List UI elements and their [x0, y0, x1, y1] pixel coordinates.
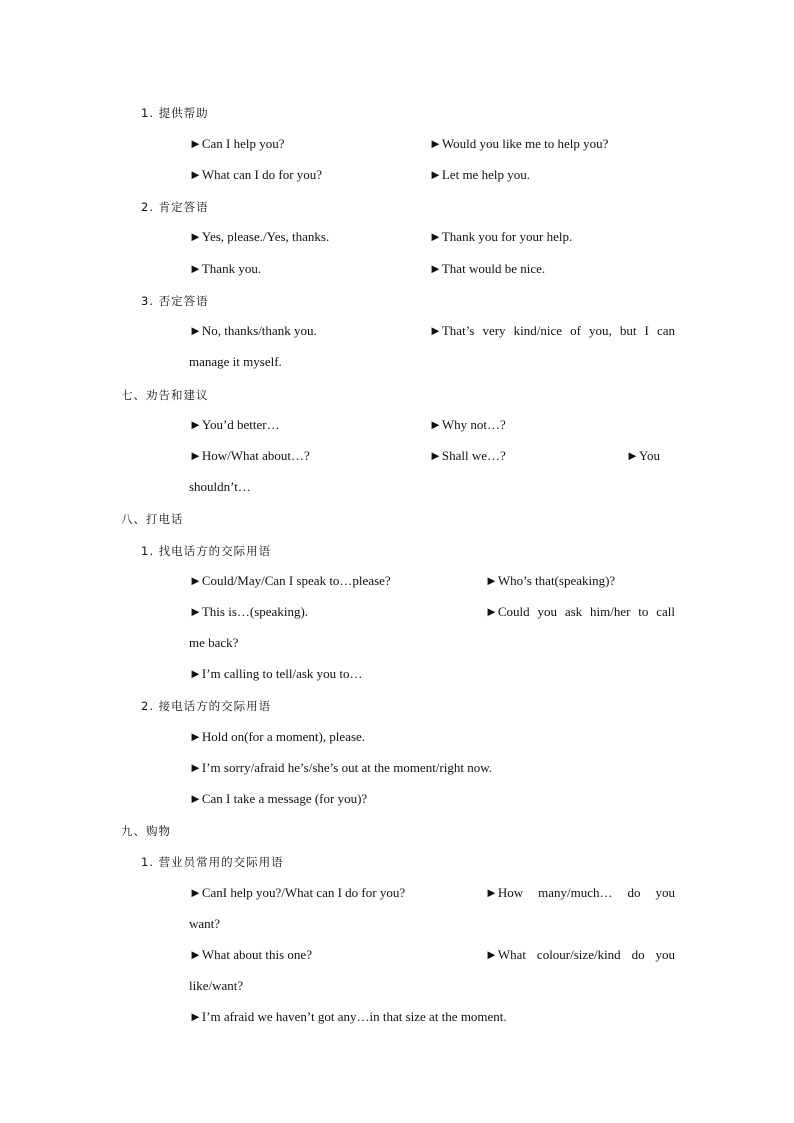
phrase-call-me-back: ►Could you ask him/her to call: [485, 604, 675, 619]
phrase-yes-please: ►Yes, please./Yes, thanks.: [189, 229, 330, 244]
heading-caller-phrases: 1. 找电话方的交际用语: [141, 544, 272, 558]
phrase-you-shouldnt-cont: shouldn’t…: [189, 479, 251, 494]
phrase-out-at-moment: ►I’m sorry/afraid he’s/she’s out at the moment/right now.: [189, 760, 493, 775]
phrase-why-not: ►Why not…?: [429, 417, 506, 432]
phrase-havent-got: ►I’m afraid we haven’t got any…in that size at the moment.: [189, 1009, 507, 1024]
phrase-how-many: ►How many/much… do you: [485, 885, 675, 900]
phrase-very-kind: ►That’s very kind/nice of you, but I can: [429, 323, 675, 338]
phrase-what-colour-cont: like/want?: [189, 978, 244, 993]
phrase-im-calling: ►I’m calling to tell/ask you to…: [189, 666, 363, 681]
phrase-call-me-back-cont: me back?: [189, 635, 239, 650]
phrase-can-i-help: ►Can I help you?: [189, 136, 285, 151]
phrase-whos-that: ►Who’s that(speaking)?: [485, 573, 616, 588]
heading-clerk-phrases: 1. 营业员常用的交际用语: [141, 855, 284, 869]
phrase-would-you-like: ►Would you like me to help you?: [429, 136, 609, 151]
phrase-can-i-help-shop: ►CanI help you?/What can I do for you?: [189, 885, 406, 900]
phrase-may-i-speak: ►Could/May/Can I speak to…please?: [189, 573, 391, 588]
heading-positive-replies: 2. 肯定答语: [141, 200, 209, 214]
phrase-very-kind-cont: manage it myself.: [189, 354, 282, 369]
phrase-no-thanks: ►No, thanks/thank you.: [189, 323, 317, 338]
phrase-you-shouldnt: ►You: [626, 448, 660, 463]
phrase-what-colour: ►What colour/size/kind do you: [485, 947, 675, 962]
phrase-how-about: ►How/What about…?: [189, 448, 310, 463]
heading-advice: 七、劝告和建议: [121, 388, 209, 402]
phrase-youd-better: ►You’d better…: [189, 417, 280, 432]
phrase-thank-you-help: ►Thank you for your help.: [429, 229, 573, 244]
phrase-thank-you: ►Thank you.: [189, 261, 262, 276]
phrase-how-many-cont: want?: [189, 916, 221, 931]
phrase-that-would-be-nice: ►That would be nice.: [429, 261, 546, 276]
phrase-shall-we: ►Shall we…?: [429, 448, 506, 463]
heading-receiver-phrases: 2. 接电话方的交际用语: [141, 699, 272, 713]
heading-shopping: 九、购物: [121, 824, 171, 838]
heading-negative-replies: 3. 否定答语: [141, 294, 209, 308]
phrase-this-is: ►This is…(speaking).: [189, 604, 309, 619]
heading-telephone: 八、打电话: [121, 512, 184, 526]
phrase-what-about-this: ►What about this one?: [189, 947, 312, 962]
phrase-let-me-help: ►Let me help you.: [429, 167, 530, 182]
heading-offer-help: 1. 提供帮助: [141, 106, 209, 120]
phrase-hold-on: ►Hold on(for a moment), please.: [189, 729, 366, 744]
phrase-take-message: ►Can I take a message (for you)?: [189, 791, 368, 806]
phrase-what-can-i-do: ►What can I do for you?: [189, 167, 323, 182]
